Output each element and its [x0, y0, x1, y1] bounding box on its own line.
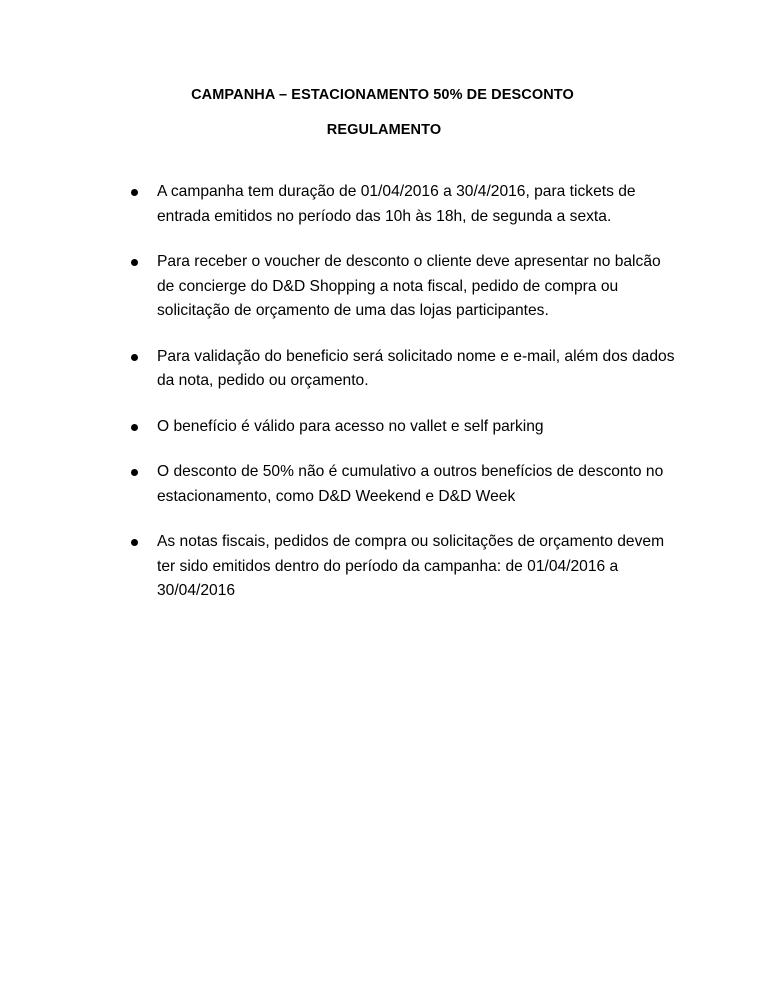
rule-text: A campanha tem duração de 01/04/2016 a 30/4/2016, para tickets de entrada emitidos no período das 10h às 18h, de segunda a sexta.: [157, 183, 636, 225]
rule-text: Para receber o voucher de desconto o cliente deve apresentar no balcão de concierge do D&D Shopping a nota fiscal, pedido de compra ou solicitação de orçamento de uma das lojas participantes.: [157, 253, 661, 319]
bullet-icon: [131, 259, 138, 266]
bullet-icon: [131, 189, 138, 196]
rule-item: [0, 460, 768, 509]
rule-text: O desconto de 50% não é cumulativo a outros benefícios de desconto no estacionamento, como D&D Weekend e D&D Week: [157, 463, 664, 505]
rule-text: O benefício é válido para acesso no vallet e self parking: [157, 417, 544, 435]
rule-item: [0, 345, 768, 394]
rule-text: As notas fiscais, pedidos de compra ou solicitações de orçamento devem ter sido emitidos dentro do período da campanha: de 01/04/2016 a 30/04/2016: [157, 533, 665, 599]
rule-item: [0, 180, 768, 229]
document-subtitle: REGULAMENTO: [326, 122, 442, 138]
document-title: CAMPANHA – ESTACIONAMENTO 50% DE DESCONTO: [191, 87, 574, 103]
bullet-icon: [131, 469, 138, 476]
rule-item: [0, 250, 768, 324]
rule-item: [0, 530, 768, 604]
rule-item: [0, 415, 768, 440]
bullet-icon: [131, 424, 138, 431]
bullet-icon: [131, 354, 138, 361]
rule-text: Para validação do beneficio será solicitado nome e e-mail, além dos dados da nota, pedido ou orçamento.: [157, 347, 675, 389]
rules-list: [0, 180, 768, 625]
bullet-icon: [131, 539, 138, 546]
